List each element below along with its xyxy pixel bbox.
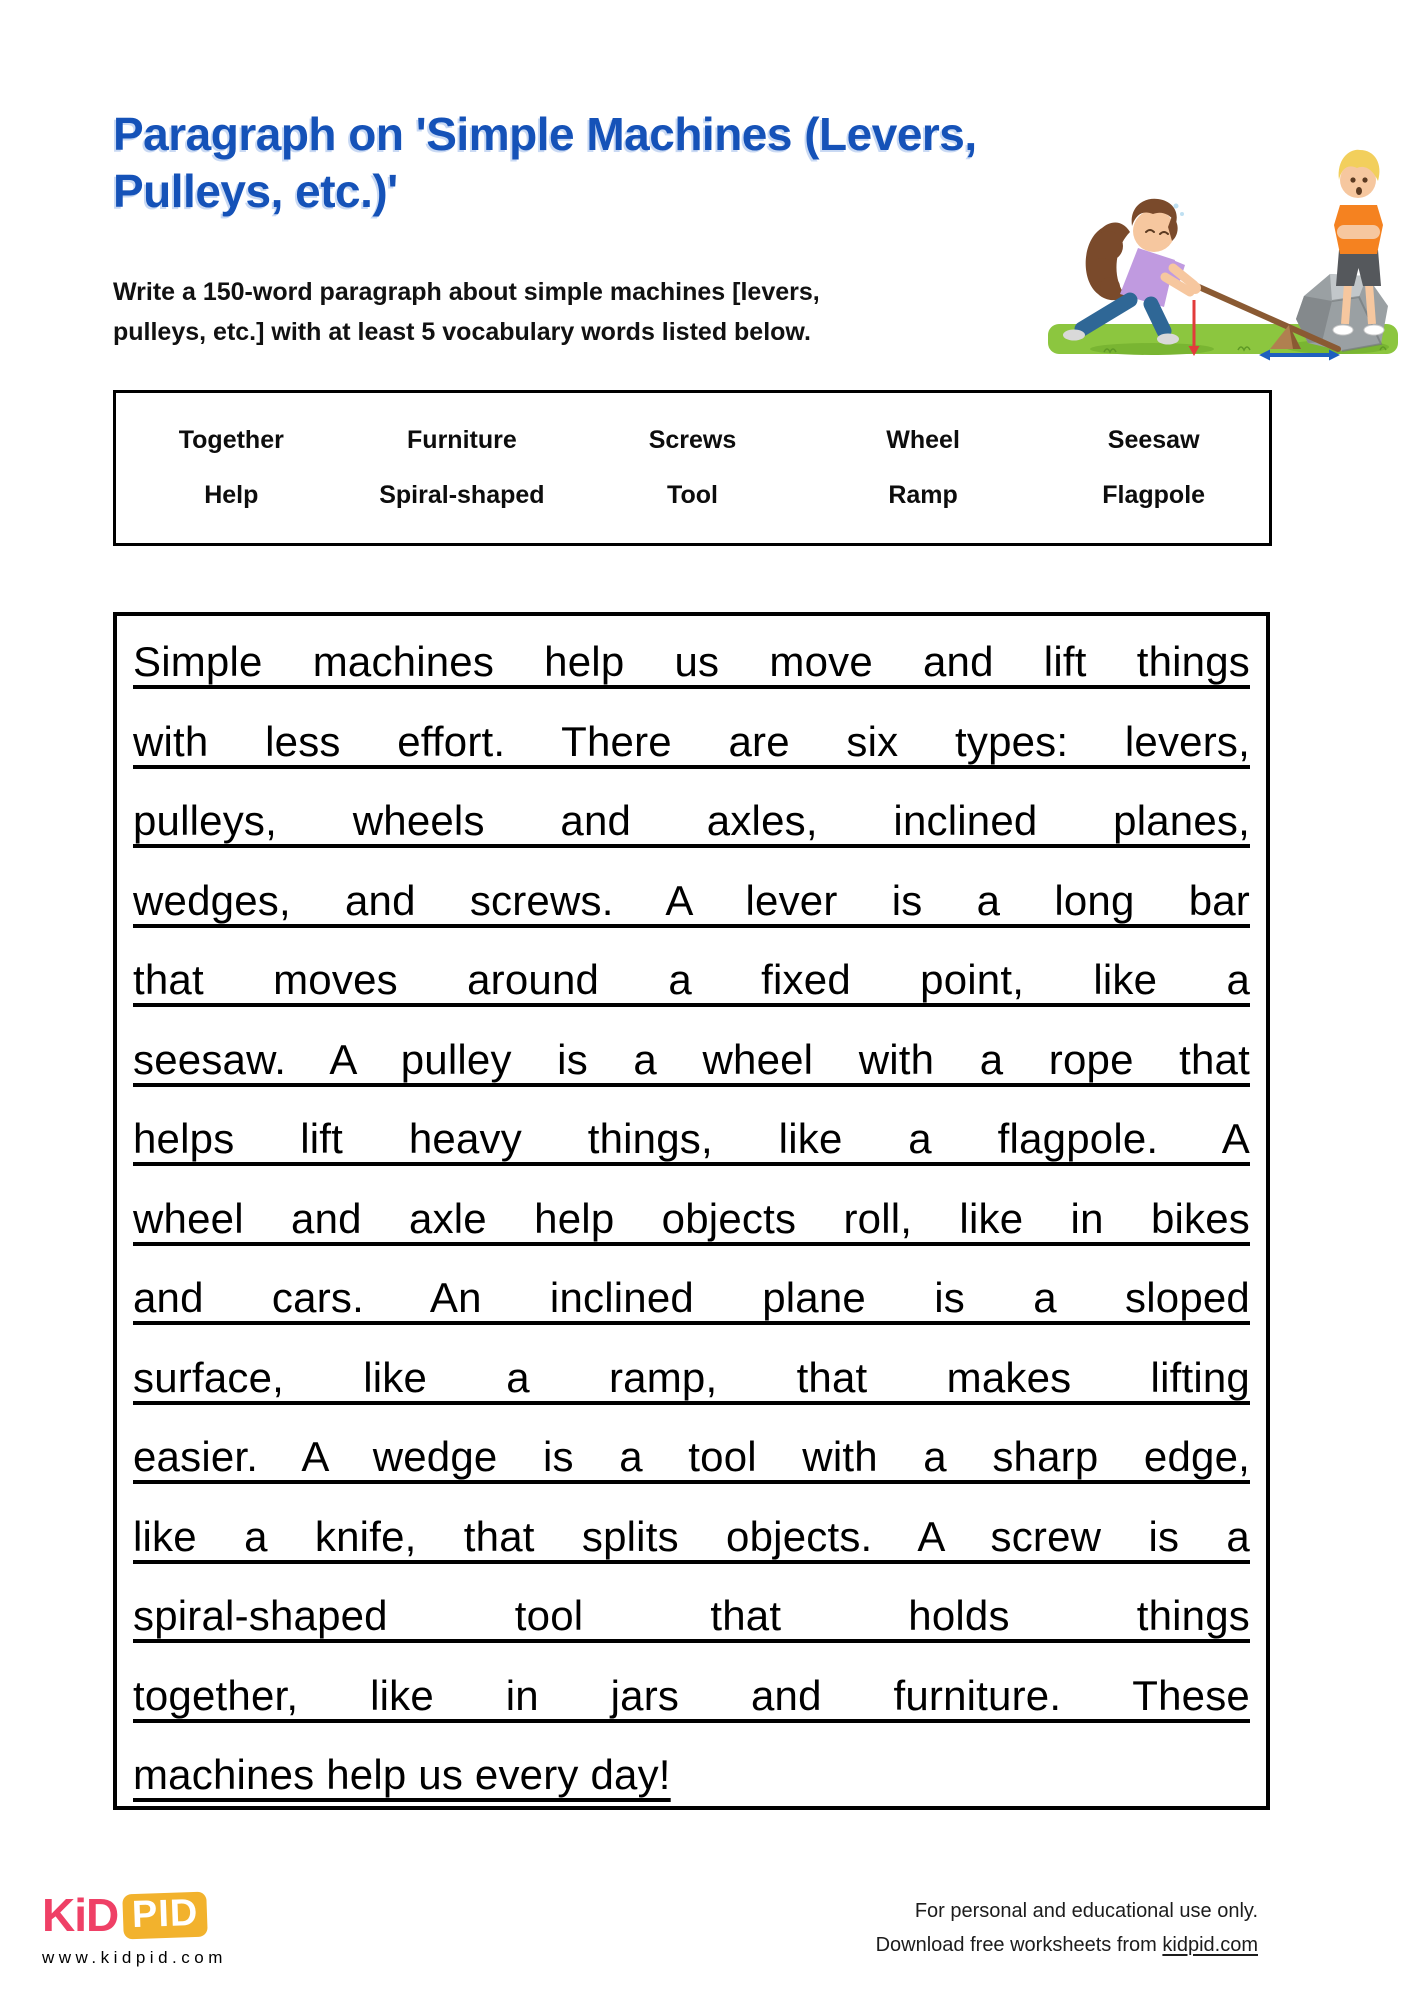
girl-character: [1063, 199, 1201, 345]
paragraph-line: wheel and axle help objects roll, like in bikes: [133, 1194, 1250, 1242]
paragraph-answer-box: [113, 612, 1270, 1810]
footer-note-line1: For personal and educational use only.: [914, 1900, 1258, 1922]
instructions-text: [113, 272, 1013, 352]
kidpid-logo: [42, 1888, 302, 1968]
vocab-word: Wheel: [886, 425, 960, 454]
paragraph-line: surface, like a ramp, that makes lifting: [133, 1353, 1250, 1401]
paragraph-line: wedges, and screws. A lever is a long bar: [133, 876, 1250, 924]
vocab-word: Together: [178, 425, 284, 454]
footer-note: [876, 1894, 1258, 1962]
instructions-line1: Write a 150-word paragraph about simple machines [levers,: [113, 278, 820, 306]
vocab-word: Seesaw: [1107, 425, 1200, 454]
paragraph-line: helps lift heavy things, like a flagpole. A: [133, 1115, 1250, 1162]
logo-website-url: www.kidpid.com: [42, 1948, 227, 1967]
page-title-line1: Paragraph on 'Simple Machines (Levers,: [113, 108, 977, 160]
kidpid-wordmark: [42, 1888, 302, 1942]
paragraph-line: pulleys, wheels and axles, inclined planes,: [133, 797, 1250, 844]
page-title: [113, 106, 1013, 220]
vocab-word: Help: [204, 481, 259, 510]
paragraph-line: seesaw. A pulley is a wheel with a rope that: [133, 1035, 1250, 1083]
vocab-word: Ramp: [888, 481, 958, 510]
paragraph-line: spiral-shaped tool that holds things: [133, 1592, 1250, 1639]
logo-kid-text: KiD: [42, 1889, 119, 1941]
paragraph-line: together, like in jars and furniture. These: [133, 1671, 1250, 1719]
vocabulary-box: [113, 390, 1272, 546]
footer-note-line2: [876, 1928, 1258, 1962]
lever-scene-illustration: [1042, 128, 1408, 362]
paragraph-line: machines help us every day!: [133, 1751, 671, 1798]
vocabulary-row-2: [116, 481, 1269, 510]
paragraph-line: Simple machines help us move and lift things: [133, 638, 1250, 685]
vocab-word: Screws: [648, 425, 737, 454]
vocabulary-row-1: [116, 426, 1269, 455]
paragraph-line: that moves around a fixed point, like a: [133, 956, 1250, 1003]
footer-note-line2-prefix: Download free worksheets from: [875, 1934, 1163, 1956]
vocab-word: Tool: [667, 481, 718, 510]
logo-pid-text: PID: [131, 1891, 200, 1936]
lever-scene-svg: [1042, 128, 1408, 362]
paragraph-line: and cars. An inclined plane is a sloped: [133, 1274, 1250, 1321]
paragraph-line: like a knife, that splits objects. A screw is a: [133, 1512, 1250, 1560]
kidpid-link[interactable]: kidpid.com: [1162, 1934, 1258, 1956]
paragraph-line: with less effort. There are six types: levers,: [133, 717, 1250, 765]
page-title-line2: Pulleys, etc.)': [113, 165, 398, 217]
vocab-word: Flagpole: [1102, 481, 1206, 510]
paragraph-line: easier. A wedge is a tool with a sharp edge,: [133, 1433, 1250, 1480]
logo-pid-badge: [122, 1891, 208, 1939]
instructions-line2: pulleys, etc.] with at least 5 vocabulary words listed below.: [113, 318, 811, 346]
vocab-word: Spiral-shaped: [379, 481, 545, 510]
vocab-word: Furniture: [407, 425, 517, 454]
